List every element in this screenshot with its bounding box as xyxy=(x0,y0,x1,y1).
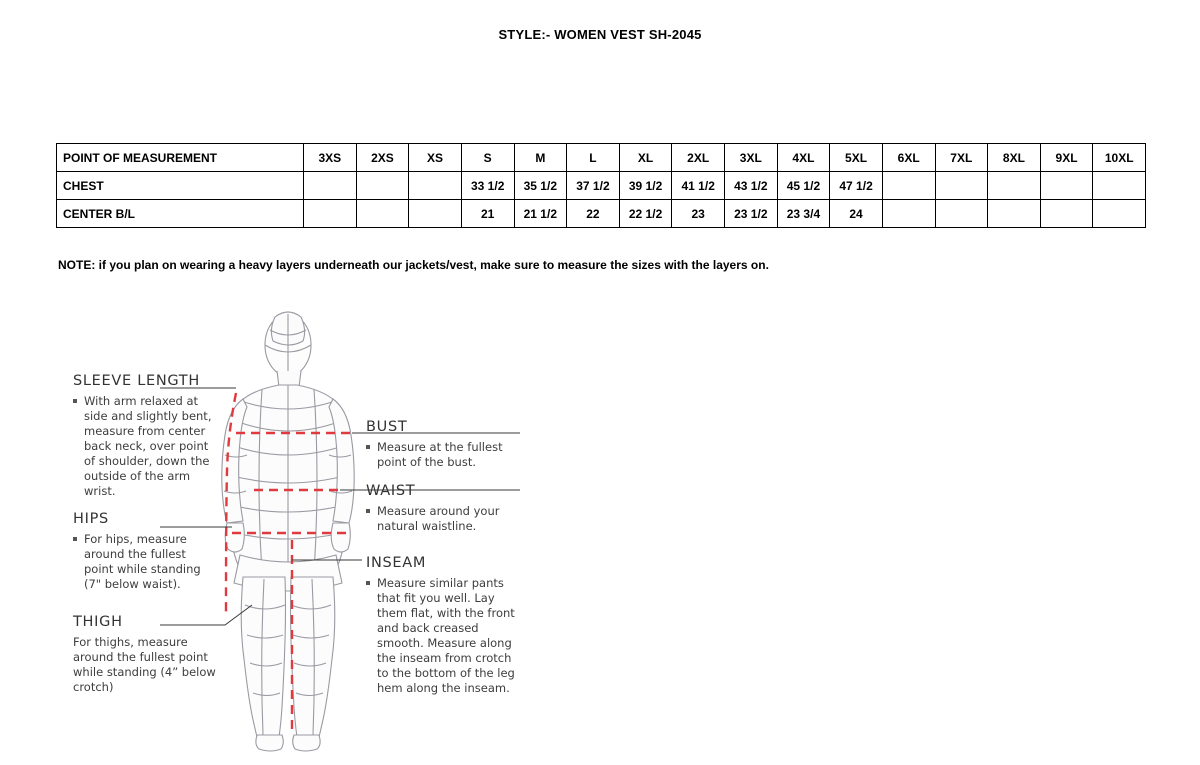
label-waist xyxy=(366,483,511,534)
label-hips xyxy=(73,511,203,592)
cell-centerbl-s: 21 xyxy=(461,200,514,228)
size-chart-table xyxy=(56,143,1146,228)
measurement-note: NOTE: if you plan on wearing a heavy layers underneath our jackets/vest, make sure to measure the sizes with the layers on. xyxy=(58,258,769,272)
cell-centerbl-m: 21 1/2 xyxy=(514,200,567,228)
cell-centerbl-10xl xyxy=(1093,200,1146,228)
cell-centerbl-7xl xyxy=(935,200,988,228)
cell-chest-3xl: 43 1/2 xyxy=(725,172,778,200)
label-inseam xyxy=(366,555,518,696)
cell-chest-2xs xyxy=(356,172,409,200)
cell-centerbl-4xl: 23 3/4 xyxy=(777,200,830,228)
label-bust-title: BUST xyxy=(366,419,408,435)
label-sleeve-length-body: With arm relaxed at side and slightly bent, measure from center back neck, over point of shoulder, down the outside of the arm wrist. xyxy=(73,394,213,499)
cell-chest-xs xyxy=(409,172,462,200)
cell-chest-6xl xyxy=(882,172,935,200)
column-header-s: S xyxy=(461,144,514,172)
cell-centerbl-2xl: 23 xyxy=(672,200,725,228)
page-title: STYLE:- WOMEN VEST SH-2045 xyxy=(498,27,702,42)
column-header-3xl: 3XL xyxy=(725,144,778,172)
cell-chest-xl: 39 1/2 xyxy=(619,172,672,200)
table-header-row xyxy=(57,144,1146,172)
cell-centerbl-6xl xyxy=(882,200,935,228)
mannequin-outline xyxy=(222,312,354,751)
label-waist-body: Measure around your natural waistline. xyxy=(366,504,511,534)
label-inseam-body: Measure similar pants that fit you well. Lay them flat, with the front and back creased smooth. Measure along the inseam from crotch to the bottom of the leg hem along the inseam. xyxy=(366,576,518,696)
column-header-3xs: 3XS xyxy=(304,144,357,172)
label-sleeve-length xyxy=(73,373,213,499)
label-thigh-body: For thighs, measure around the fullest point while standing (4” below crotch) xyxy=(73,635,216,694)
measurement-diagram xyxy=(0,305,1200,755)
column-header-10xl: 10XL xyxy=(1093,144,1146,172)
column-header-5xl: 5XL xyxy=(830,144,883,172)
column-header-4xl: 4XL xyxy=(777,144,830,172)
column-header-6xl: 6XL xyxy=(882,144,935,172)
row-label-center-bl: CENTER B/L xyxy=(57,200,304,228)
cell-chest-10xl xyxy=(1093,172,1146,200)
table-row xyxy=(57,172,1146,200)
column-header-point-of-measurement: POINT OF MEASUREMENT xyxy=(57,144,304,172)
cell-centerbl-l: 22 xyxy=(567,200,620,228)
column-header-9xl: 9XL xyxy=(1040,144,1093,172)
label-thigh-title: THIGH xyxy=(73,614,123,630)
cell-chest-8xl xyxy=(988,172,1041,200)
cell-chest-2xl: 41 1/2 xyxy=(672,172,725,200)
size-table xyxy=(56,143,1146,228)
column-header-m: M xyxy=(514,144,567,172)
cell-chest-3xs xyxy=(304,172,357,200)
label-bust-body: Measure at the fullest point of the bust. xyxy=(366,440,516,470)
cell-centerbl-3xs xyxy=(304,200,357,228)
column-header-2xs: 2XS xyxy=(356,144,409,172)
cell-chest-4xl: 45 1/2 xyxy=(777,172,830,200)
label-inseam-title: INSEAM xyxy=(366,555,427,571)
label-thigh xyxy=(73,614,223,695)
column-header-xs: XS xyxy=(409,144,462,172)
cell-chest-5xl: 47 1/2 xyxy=(830,172,883,200)
label-waist-title: WAIST xyxy=(366,483,416,499)
label-sleeve-length-title: SLEEVE LENGTH xyxy=(73,373,200,389)
cell-centerbl-9xl xyxy=(1040,200,1093,228)
cell-centerbl-xs xyxy=(409,200,462,228)
label-hips-title: HIPS xyxy=(73,511,109,527)
cell-chest-s: 33 1/2 xyxy=(461,172,514,200)
cell-centerbl-3xl: 23 1/2 xyxy=(725,200,778,228)
cell-chest-m: 35 1/2 xyxy=(514,172,567,200)
row-label-chest: CHEST xyxy=(57,172,304,200)
column-header-7xl: 7XL xyxy=(935,144,988,172)
label-bust xyxy=(366,419,516,470)
table-row xyxy=(57,200,1146,228)
cell-chest-9xl xyxy=(1040,172,1093,200)
column-header-2xl: 2XL xyxy=(672,144,725,172)
cell-centerbl-8xl xyxy=(988,200,1041,228)
cell-chest-l: 37 1/2 xyxy=(567,172,620,200)
label-hips-body: For hips, measure around the fullest point while standing (7" below waist). xyxy=(73,532,203,592)
cell-chest-7xl xyxy=(935,172,988,200)
cell-centerbl-2xs xyxy=(356,200,409,228)
column-header-l: L xyxy=(567,144,620,172)
cell-centerbl-5xl: 24 xyxy=(830,200,883,228)
column-header-8xl: 8XL xyxy=(988,144,1041,172)
cell-centerbl-xl: 22 1/2 xyxy=(619,200,672,228)
column-header-xl: XL xyxy=(619,144,672,172)
